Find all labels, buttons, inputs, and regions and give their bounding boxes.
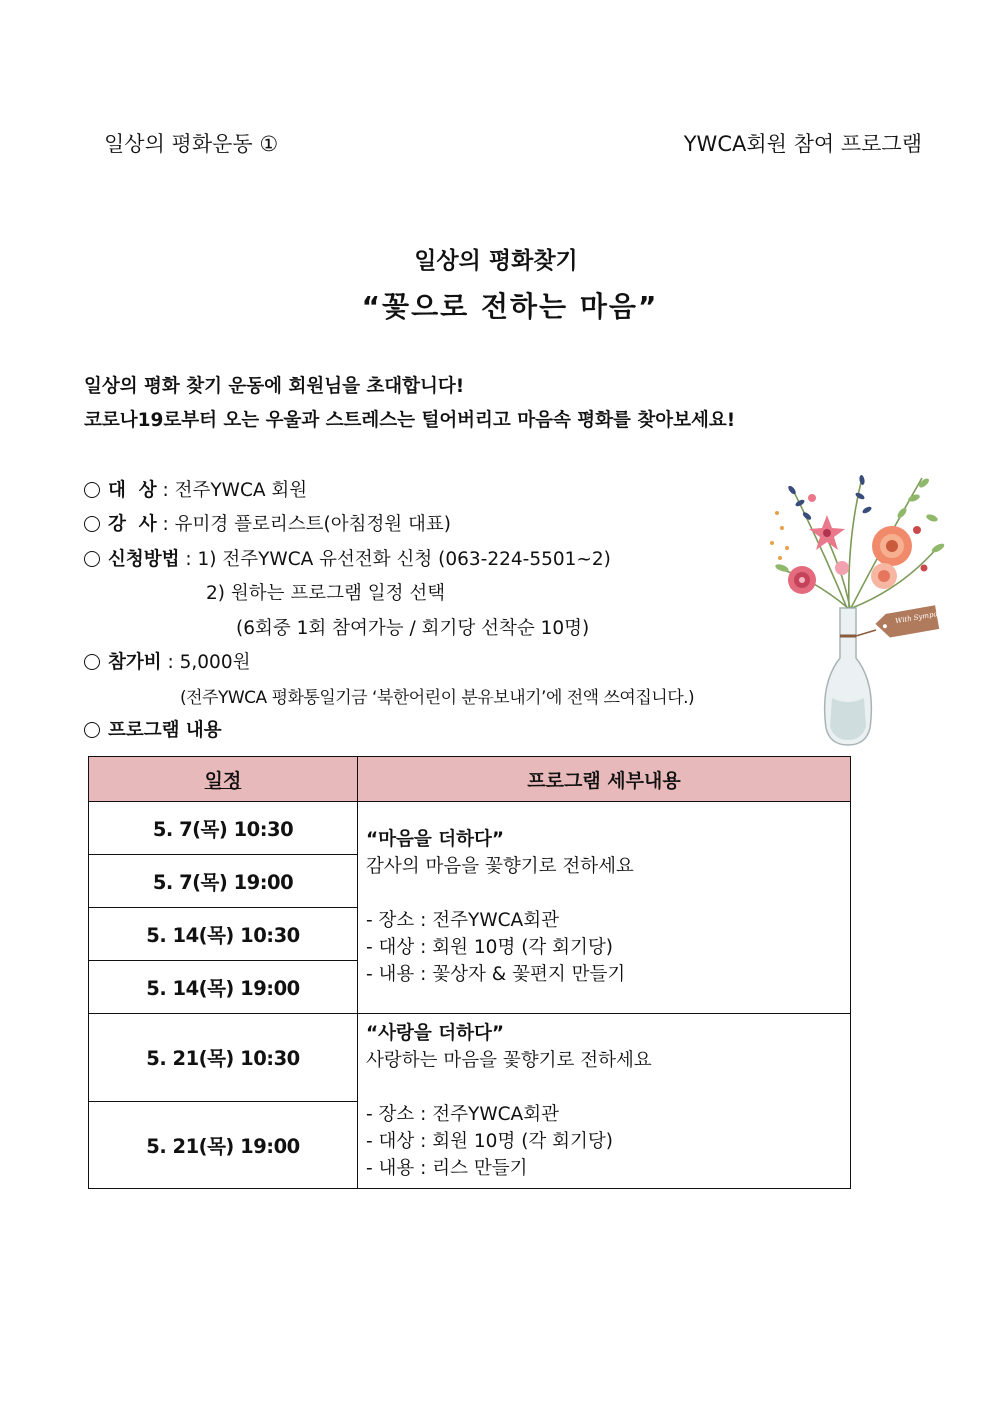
program-place: - 장소 : 전주YWCA회관 [366, 1104, 559, 1125]
schedule-date: 5. 21(목) 19:00 [89, 1101, 358, 1189]
program-audience: - 대상 : 회원 10명 (각 회기당) [366, 1131, 614, 1152]
table-row [89, 802, 851, 855]
program-place: - 장소 : 전주YWCA회관 [366, 910, 559, 931]
program-subtitle: 사랑하는 마음을 꽃향기로 전하세요 [366, 1050, 652, 1071]
schedule-date: 5. 7(목) 19:00 [89, 855, 358, 908]
circle-bullet-icon [84, 722, 100, 738]
info-lecturer [84, 510, 451, 536]
program-title: “사랑을 더하다” [366, 1023, 504, 1044]
intro-line-2: 코로나19로부터 오는 우울과 스트레스는 털어버리고 마음속 평화를 찾아보세요! [84, 410, 736, 431]
tag-text: With Sympathy [894, 608, 950, 626]
apply-label: 신청방법 [108, 549, 180, 570]
header-program: 프로그램 세부내용 [358, 757, 851, 802]
lecturer-value: : 유미경 플로리스트(아침정원 대표) [162, 514, 452, 535]
target-value: : 전주YWCA 회원 [162, 480, 308, 501]
table-row [89, 1014, 851, 1102]
program-detail-2 [358, 1014, 851, 1189]
info-fee [84, 648, 250, 674]
circle-bullet-icon [84, 551, 100, 567]
schedule-date: 5. 21(목) 10:30 [89, 1014, 358, 1102]
schedule-date: 5. 14(목) 10:30 [89, 908, 358, 961]
info-apply [84, 545, 611, 571]
circle-bullet-icon [84, 516, 100, 532]
schedule-table [88, 756, 851, 1189]
header-left-label: 일상의 평화운동 ① [104, 132, 279, 156]
program-audience: - 대상 : 회원 10명 (각 회기당) [366, 937, 614, 958]
fee-value: : 5,000원 [167, 652, 251, 673]
program-label: 프로그램 내용 [108, 720, 222, 741]
target-label: 대 상 [108, 480, 157, 501]
fee-note: (전주YWCA 평화통일기금 ‘북한어린이 분유보내기’에 전액 쓰여집니다.) [180, 688, 695, 708]
apply-value-2: 2) 원하는 프로그램 일정 선택 [206, 583, 446, 604]
schedule-date: 5. 14(목) 19:00 [89, 961, 358, 1014]
program-content: - 내용 : 리스 만들기 [366, 1158, 528, 1179]
apply-value-1: : 1) 전주YWCA 유선전화 신청 (063-224-5501~2) [185, 549, 611, 570]
lecturer-label: 강 사 [108, 514, 157, 535]
fee-label: 참가비 [108, 652, 162, 673]
circle-bullet-icon [84, 654, 100, 670]
program-subtitle: 감사의 마음을 꽃향기로 전하세요 [366, 856, 634, 877]
table-header-row [89, 757, 851, 802]
program-detail-1 [358, 802, 851, 1014]
program-content: - 내용 : 꽃상자 & 꽃편지 만들기 [366, 964, 626, 985]
schedule-date: 5. 7(목) 10:30 [89, 802, 358, 855]
circle-bullet-icon [84, 482, 100, 498]
program-title: “마음을 더하다” [366, 829, 504, 850]
apply-value-3: (6회중 1회 참여가능 / 회기당 선착순 10명) [236, 618, 590, 639]
header-right-label: YWCA회원 참여 프로그램 [683, 132, 922, 156]
intro-line-1: 일상의 평화 찾기 운동에 회원님을 초대합니다! [84, 376, 465, 397]
info-target [84, 476, 307, 502]
info-program [84, 716, 222, 742]
flower-vase-illustration [752, 458, 952, 750]
header-date: 일정 [89, 757, 358, 802]
document-title: “꽃으로 전하는 마음” [361, 290, 659, 323]
document-subtitle: 일상의 평화찾기 [414, 248, 578, 274]
